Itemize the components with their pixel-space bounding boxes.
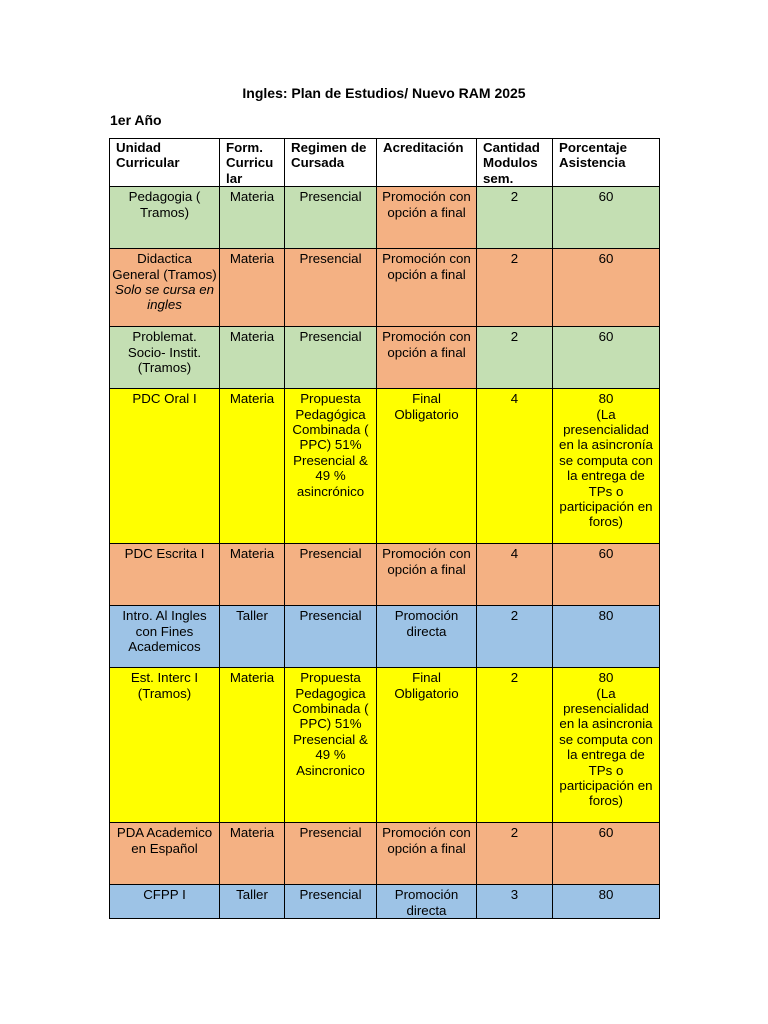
cell-acreditacion: Promoción con opción a final [377, 544, 477, 606]
cell-acreditacion: Promoción con opción a final [377, 823, 477, 885]
asistencia-note: (La presencialidad en la asincronía se computa con la entrega de TPs o participación en foros) [559, 406, 653, 530]
cell-regimen: Presencial [285, 327, 377, 389]
cell-unidad: PDA Academico en Español [110, 823, 220, 885]
study-plan-table [109, 138, 660, 919]
cell-modulos: 4 [477, 544, 553, 606]
cell-asistencia: 80 [553, 606, 660, 668]
header-acreditacion: Acreditación [377, 139, 477, 187]
cell-formato: Taller [220, 606, 285, 668]
table-row [110, 885, 660, 919]
cell-unidad: Est. Interc I (Tramos) [110, 668, 220, 823]
cell-unidad: Problemat. Socio- Instit. (Tramos) [110, 327, 220, 389]
cell-asistencia: 80 (La presencialidad en la asincronía se computa con la entrega de TPs o participación en foros) [553, 389, 660, 544]
cell-modulos: 4 [477, 389, 553, 544]
cell-regimen: Presencial [285, 249, 377, 327]
cell-unidad: PDC Escrita I [110, 544, 220, 606]
section-title: 1er Año [110, 112, 162, 128]
cell-modulos: 2 [477, 823, 553, 885]
cell-asistencia: 60 [553, 327, 660, 389]
table-row [110, 606, 660, 668]
cell-unidad: Pedagogia ( Tramos) [110, 187, 220, 249]
cell-asistencia: 60 [553, 823, 660, 885]
cell-modulos: 2 [477, 187, 553, 249]
cell-unidad: CFPP I [110, 885, 220, 919]
document-title: Ingles: Plan de Estudios/ Nuevo RAM 2025 [242, 85, 526, 101]
cell-formato: Materia [220, 668, 285, 823]
cell-acreditacion: Final Obligatorio [377, 668, 477, 823]
asistencia-note: (La presencialidad en la asincronia se computa con la entrega de TPs o participación en foros) [559, 685, 653, 809]
cell-regimen: Presencial [285, 544, 377, 606]
cell-modulos: 2 [477, 606, 553, 668]
cell-modulos: 2 [477, 249, 553, 327]
header-regimen: Regimen de Cursada [285, 139, 377, 187]
table-row [110, 187, 660, 249]
cell-asistencia: 60 [553, 544, 660, 606]
cell-regimen: Presencial [285, 606, 377, 668]
cell-regimen: Presencial [285, 885, 377, 919]
cell-modulos: 2 [477, 668, 553, 823]
header-unidad: Unidad Curricular [110, 139, 220, 187]
header-formato: Form. Curricu lar [220, 139, 285, 187]
cell-formato: Taller [220, 885, 285, 919]
cell-acreditacion: Promoción con opción a final [377, 327, 477, 389]
cell-regimen: Presencial [285, 187, 377, 249]
table-row [110, 249, 660, 327]
cell-unidad: PDC Oral I [110, 389, 220, 544]
cell-formato: Materia [220, 823, 285, 885]
cell-asistencia: 60 [553, 187, 660, 249]
header-modulos: Cantidad Modulos sem. [477, 139, 553, 187]
cell-formato: Materia [220, 249, 285, 327]
cell-acreditacion: Promoción con opción a final [377, 249, 477, 327]
cell-formato: Materia [220, 389, 285, 544]
cell-formato: Materia [220, 544, 285, 606]
table-row [110, 668, 660, 823]
table-header-row [110, 139, 660, 187]
table-row [110, 544, 660, 606]
table-row [110, 327, 660, 389]
cell-regimen: Propuesta Pedagogica Combinada ( PPC) 51% Presencial & 49 % Asincronico [285, 668, 377, 823]
cell-regimen: Presencial [285, 823, 377, 885]
cell-modulos: 3 [477, 885, 553, 919]
header-asistencia: Porcentaje Asistencia [553, 139, 660, 187]
cell-acreditacion: Promoción directa [377, 606, 477, 668]
unidad-note: Solo se cursa en ingles [114, 282, 215, 313]
cell-formato: Materia [220, 327, 285, 389]
cell-acreditacion: Final Obligatorio [377, 389, 477, 544]
cell-unidad: Didactica General (Tramos) Solo se cursa en ingles [110, 249, 220, 327]
cell-asistencia: 80 [553, 885, 660, 919]
cell-asistencia: 80 (La presencialidad en la asincronia se computa con la entrega de TPs o participación en foros) [553, 668, 660, 823]
cell-modulos: 2 [477, 327, 553, 389]
cell-acreditacion: Promoción directa [377, 885, 477, 919]
table-row [110, 389, 660, 544]
table-row [110, 823, 660, 885]
cell-unidad: Intro. Al Ingles con Fines Academicos [110, 606, 220, 668]
cell-acreditacion: Promoción con opción a final [377, 187, 477, 249]
cell-formato: Materia [220, 187, 285, 249]
cell-regimen: Propuesta Pedagógica Combinada ( PPC) 51% Presencial & 49 % asincrónico [285, 389, 377, 544]
cell-asistencia: 60 [553, 249, 660, 327]
